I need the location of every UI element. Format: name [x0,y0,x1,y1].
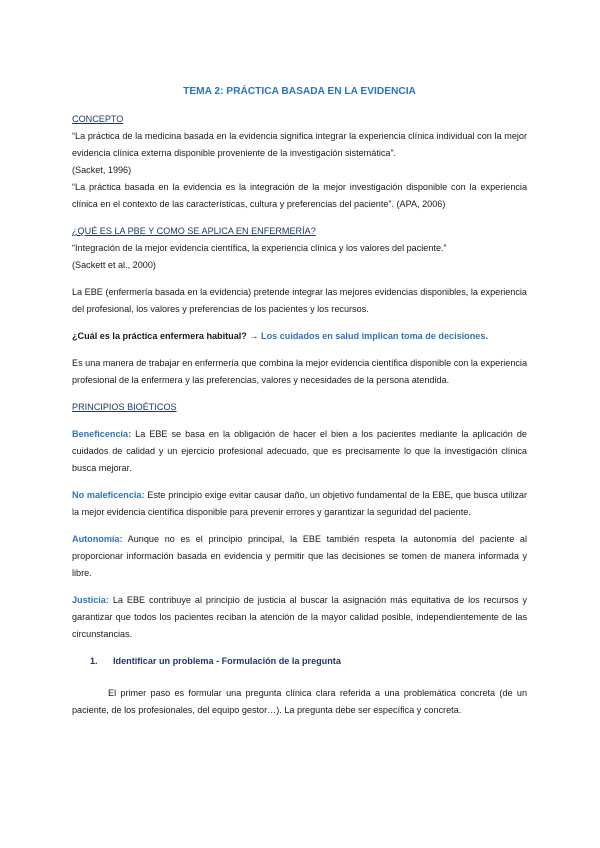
principle-text: La EBE se basa en la obligación de hacer el bien a los pacientes mediante la aplicación de cuidados de calidad y un ejercicio profesional adecuado, que es precisamente lo que la investigación clínica busca mejorar. [72,429,527,473]
definition-paragraph: Es una manera de trabajar en enfermería que combina la mejor evidencia científica disponible con la experiencia profesional de la enfermera y las preferencias, valores y necesidades de la persona atendida. [72,358,527,385]
principle-justicia [72,592,527,643]
principle-text: La EBE contribuye al principio de justicia al buscar la asignación más equitativa de los recursos y garantizar que todos los pacientes reciban la atención de la mayor calidad posible, independientemente de las circunstancias. [72,595,527,639]
principle-no-maleficencia [72,487,527,521]
principle-autonomia [72,531,527,582]
section-heading-concepto: CONCEPTO [72,114,124,124]
step-1-paragraph: El primer paso es formular una pregunta clínica clara referida a una problemática concreta (de un paciente, de los profesionales, del equipo gestor…). La pregunta debe ser específica y concreta. [72,688,527,715]
arrow-icon: → [249,331,259,341]
practice-question-line [72,328,527,345]
section-heading-principios: PRINCIPIOS BIOÉTICOS [72,402,177,412]
citation-sacket: (Sacket, 1996) [72,165,132,175]
step-number: 1. [90,656,98,666]
page-title: TEMA 2: PRÁCTICA BASADA EN LA EVIDENCIA [183,86,416,97]
quote-sackett: “Integración de la mejor evidencia científica, la experiencia clínica y los valores del paciente.” [72,243,447,253]
ebe-paragraph: La EBE (enfermería basada en la evidencia) pretende integrar las mejores evidencias disponibles, la experiencia del profesional, los valores y preferencias de los pacientes y los recursos. [72,287,527,314]
principle-beneficencia [72,426,527,477]
section-heading-pbe: ¿QUÉ ES LA PBE Y COMO SE APLICA EN ENFERMERÍA? [72,226,316,236]
principle-label: No maleficencia: [72,490,145,500]
principle-label: Justicia: [72,595,109,605]
principle-label: Beneficencia: [72,429,132,439]
principle-text: Aunque no es el principio principal, la EBE también respeta la autonomía del paciente al proporcionar información basada en evidencia y permitir que las decisiones se tomen de manera informada y libre. [72,534,527,578]
practice-answer: Los cuidados en salud implican toma de decisiones. [261,331,488,341]
quote-apa: “La práctica basada en la evidencia es la integración de la mejor investigación disponible con la experiencia clínica en el contexto de las características, cultura y preferencias del paciente”. (APA, 2006) [72,182,527,209]
step-title: Identificar un problema - Formulación de la pregunta [113,656,341,666]
document-body [72,83,527,719]
principle-label: Autonomía: [72,534,123,544]
quote-sacket: “La práctica de la medicina basada en la evidencia significa integrar la experiencia clínica individual con la mejor evidencia clínica externa disponible proveniente de la investigación sistemática”. [72,131,527,158]
practice-question: ¿Cuál es la práctica enfermera habitual? [72,331,247,341]
citation-sackett: (Sackett et al., 2000) [72,260,156,270]
step-1-heading [72,653,527,670]
principle-text: Este principio exige evitar causar daño, un objetivo fundamental de la EBE, que busca utilizar la mejor evidencia científica disponible para prevenir errores y garantizar la seguridad del paciente. [72,490,527,517]
